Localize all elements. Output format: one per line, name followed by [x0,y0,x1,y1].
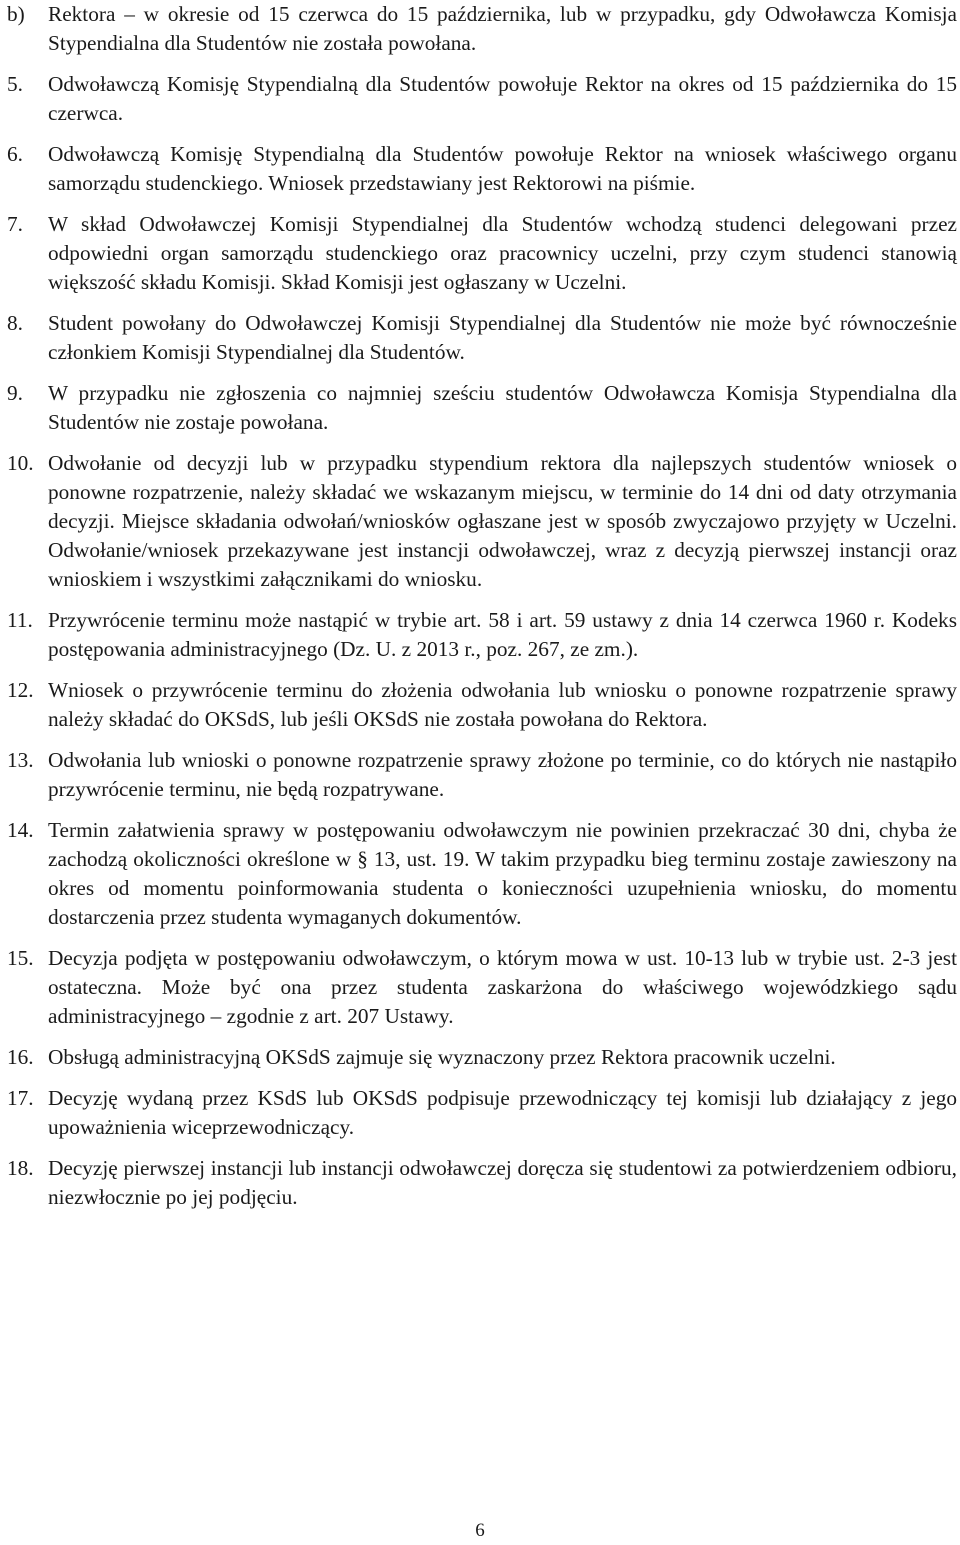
item-text: Rektora – w okresie od 15 czerwca do 15 października, lub w przypadku, gdy Odwoławcza Komisja Stypendialna dla Studentów nie została powołana. [48,2,957,55]
item-text: Decyzję pierwszej instancji lub instancji odwoławczej doręcza się studentowi za potwierdzeniem odbioru, niezwłocznie po jej podjęciu. [48,1156,957,1209]
list-item-15 [7,944,957,1031]
item-text: W skład Odwoławczej Komisji Stypendialnej dla Studentów wchodzą studenci delegowani przez odpowiedni organ samorządu studenckiego oraz pracownicy uczelni, przy czym studenci stanowią większość składu Komisji. Skład Komisji jest ogłaszany w Uczelni. [48,212,957,294]
list-item-13 [7,746,957,804]
item-text: Obsługą administracyjną OKSdS zajmuje się wyznaczony przez Rektora pracownik uczelni. [48,1045,836,1069]
item-number: 17. [7,1086,34,1110]
item-text: Przywrócenie terminu może nastąpić w trybie art. 58 i art. 59 ustawy z dnia 14 czerwca 1960 r. Kodeks postępowania administracyjnego (Dz. U. z 2013 r., poz. 267, ze zm.). [48,608,957,661]
item-number: b) [7,2,25,26]
item-number: 15. [7,946,34,970]
document-body [7,0,957,1212]
list-item-18 [7,1154,957,1212]
list-item-16 [7,1043,957,1072]
item-number: 10. [7,451,34,475]
list-item-14 [7,816,957,932]
item-text: Wniosek o przywrócenie terminu do złożenia odwołania lub wniosku o ponowne rozpatrzenie sprawy należy składać do OKSdS, lub jeśli OKSdS nie została powołana do Rektora. [48,678,957,731]
item-number: 8. [7,311,23,335]
page-number: 6 [475,1520,485,1541]
list-item-8 [7,309,957,367]
item-text: Decyzję wydaną przez KSdS lub OKSdS podpisuje przewodniczący tej komisji lub działający z jego upoważnienia wiceprzewodniczący. [48,1086,957,1139]
list-item-9 [7,379,957,437]
item-number: 9. [7,381,23,405]
item-text: Odwołania lub wnioski o ponowne rozpatrzenie sprawy złożone po terminie, co do których nie nastąpiło przywrócenie terminu, nie będą rozpatrywane. [48,748,957,801]
list-item-17 [7,1084,957,1142]
list-item-7 [7,210,957,297]
item-text: Odwołanie od decyzji lub w przypadku stypendium rektora dla najlepszych studentów wniosek o ponowne rozpatrzenie, należy składać we wskazanym miejscu, w terminie do 14 dni od daty otrzymania decyzji. Miejsce składania odwołań/wniosków ogłaszane jest w sposób zwyczajowo przyjęty w Uczelni. Odwołanie/wniosek przekazywane jest instancji odwoławczej, wraz z decyzją pierwszej instancji oraz wnioskiem i wszystkimi załącznikami do wniosku. [48,451,957,591]
list-item-11 [7,606,957,664]
item-text: Odwoławczą Komisję Stypendialną dla Studentów powołuje Rektor na okres od 15 października do 15 czerwca. [48,72,957,125]
list-item-6 [7,140,957,198]
item-number: 6. [7,142,23,166]
list-item-b [7,0,957,58]
list-item-10 [7,449,957,594]
item-number: 5. [7,72,23,96]
item-number: 12. [7,678,34,702]
list-item-12 [7,676,957,734]
item-text: Termin załatwienia sprawy w postępowaniu odwoławczym nie powinien przekraczać 30 dni, chyba że zachodzą okoliczności określone w § 13, ust. 19. W takim przypadku bieg terminu zostaje zawieszony na okres od momentu poinformowania studenta o konieczności uzupełnienia wniosku, do momentu dostarczenia przez studenta wymaganych dokumentów. [48,818,957,929]
item-number: 13. [7,748,34,772]
item-number: 18. [7,1156,34,1180]
item-text: W przypadku nie zgłoszenia co najmniej sześciu studentów Odwoławcza Komisja Stypendialna dla Studentów nie zostaje powołana. [48,381,957,434]
list-item-5 [7,70,957,128]
item-number: 11. [7,608,33,632]
item-number: 14. [7,818,34,842]
item-text: Decyzja podjęta w postępowaniu odwoławczym, o którym mowa w ust. 10-13 lub w trybie ust. 2-3 jest ostateczna. Może być ona przez studenta zaskarżona do właściwego wojewódzkiego sądu administracyjnego – zgodnie z art. 207 Ustawy. [48,946,957,1028]
item-text: Odwoławczą Komisję Stypendialną dla Studentów powołuje Rektor na wniosek właściwego organu samorządu studenckiego. Wniosek przedstawiany jest Rektorowi na piśmie. [48,142,957,195]
item-text: Student powołany do Odwoławczej Komisji Stypendialnej dla Studentów nie może być równocześnie członkiem Komisji Stypendialnej dla Studentów. [48,311,957,364]
item-number: 16. [7,1045,34,1069]
item-number: 7. [7,212,23,236]
